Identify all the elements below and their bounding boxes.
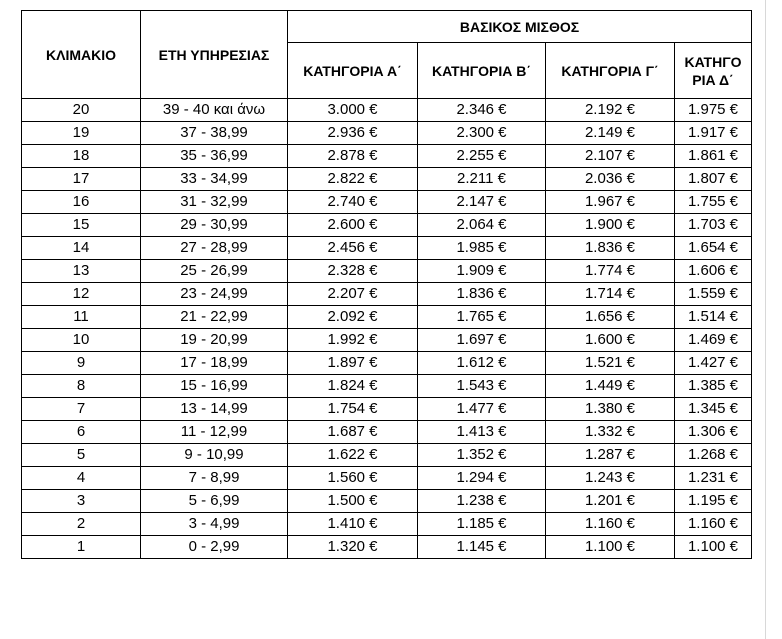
- cell-category-b: 2.346 €: [418, 99, 546, 122]
- cell-category-d: 1.268 €: [675, 444, 752, 467]
- table-row: [22, 421, 752, 444]
- cell-klimakio: 8: [22, 375, 141, 398]
- cell-category-d: 1.861 €: [675, 145, 752, 168]
- cell-category-d: 1.345 €: [675, 398, 752, 421]
- cell-klimakio: 13: [22, 260, 141, 283]
- cell-category-a: 1.754 €: [288, 398, 418, 421]
- salary-table: [21, 10, 752, 559]
- header-category-a: ΚΑΤΗΓΟΡΙΑ Α΄: [288, 43, 418, 99]
- cell-category-a: 2.092 €: [288, 306, 418, 329]
- cell-category-b: 1.697 €: [418, 329, 546, 352]
- cell-klimakio: 18: [22, 145, 141, 168]
- cell-category-d: 1.606 €: [675, 260, 752, 283]
- cell-category-d: 1.975 €: [675, 99, 752, 122]
- cell-category-g: 1.332 €: [546, 421, 675, 444]
- cell-category-b: 1.477 €: [418, 398, 546, 421]
- table-body: [22, 99, 752, 559]
- cell-category-g: 2.036 €: [546, 168, 675, 191]
- cell-category-g: 1.656 €: [546, 306, 675, 329]
- salary-table-container: [21, 10, 752, 559]
- cell-eti-ypiresias: 29 - 30,99: [141, 214, 288, 237]
- cell-category-b: 1.352 €: [418, 444, 546, 467]
- cell-category-b: 1.612 €: [418, 352, 546, 375]
- cell-category-d: 1.703 €: [675, 214, 752, 237]
- cell-category-g: 1.600 €: [546, 329, 675, 352]
- cell-category-a: 1.410 €: [288, 513, 418, 536]
- cell-klimakio: 11: [22, 306, 141, 329]
- cell-category-a: 1.992 €: [288, 329, 418, 352]
- cell-category-g: 1.714 €: [546, 283, 675, 306]
- table-row: [22, 168, 752, 191]
- table-row: [22, 467, 752, 490]
- cell-category-g: 1.100 €: [546, 536, 675, 559]
- table-row: [22, 306, 752, 329]
- cell-eti-ypiresias: 23 - 24,99: [141, 283, 288, 306]
- cell-eti-ypiresias: 0 - 2,99: [141, 536, 288, 559]
- cell-category-b: 2.255 €: [418, 145, 546, 168]
- cell-klimakio: 2: [22, 513, 141, 536]
- cell-category-d: 1.385 €: [675, 375, 752, 398]
- table-row: [22, 490, 752, 513]
- cell-category-g: 1.967 €: [546, 191, 675, 214]
- cell-category-d: 1.306 €: [675, 421, 752, 444]
- cell-category-b: 1.185 €: [418, 513, 546, 536]
- table-row: [22, 398, 752, 421]
- cell-eti-ypiresias: 21 - 22,99: [141, 306, 288, 329]
- cell-category-d: 1.100 €: [675, 536, 752, 559]
- cell-category-b: 2.064 €: [418, 214, 546, 237]
- cell-category-a: 1.824 €: [288, 375, 418, 398]
- cell-category-a: 1.622 €: [288, 444, 418, 467]
- cell-eti-ypiresias: 35 - 36,99: [141, 145, 288, 168]
- table-row: [22, 513, 752, 536]
- cell-klimakio: 7: [22, 398, 141, 421]
- cell-category-g: 1.521 €: [546, 352, 675, 375]
- cell-category-a: 3.000 €: [288, 99, 418, 122]
- cell-klimakio: 5: [22, 444, 141, 467]
- cell-klimakio: 6: [22, 421, 141, 444]
- table-row: [22, 145, 752, 168]
- cell-category-a: 2.600 €: [288, 214, 418, 237]
- cell-category-b: 1.765 €: [418, 306, 546, 329]
- cell-category-b: 1.909 €: [418, 260, 546, 283]
- cell-category-g: 1.287 €: [546, 444, 675, 467]
- cell-eti-ypiresias: 17 - 18,99: [141, 352, 288, 375]
- cell-category-d: 1.514 €: [675, 306, 752, 329]
- cell-category-a: 2.207 €: [288, 283, 418, 306]
- table-row: [22, 329, 752, 352]
- cell-category-a: 2.740 €: [288, 191, 418, 214]
- cell-klimakio: 9: [22, 352, 141, 375]
- cell-klimakio: 15: [22, 214, 141, 237]
- cell-klimakio: 10: [22, 329, 141, 352]
- header-vasikos-misthos: ΒΑΣΙΚΟΣ ΜΙΣΘΟΣ: [288, 11, 752, 43]
- cell-category-d: 1.231 €: [675, 467, 752, 490]
- cell-category-a: 1.687 €: [288, 421, 418, 444]
- cell-eti-ypiresias: 27 - 28,99: [141, 237, 288, 260]
- table-row: [22, 99, 752, 122]
- cell-category-d: 1.755 €: [675, 191, 752, 214]
- cell-category-g: 1.449 €: [546, 375, 675, 398]
- header-eti-ypiresias: ΕΤΗ ΥΠΗΡΕΣΙΑΣ: [141, 11, 288, 99]
- cell-category-d: 1.160 €: [675, 513, 752, 536]
- cell-category-a: 2.936 €: [288, 122, 418, 145]
- cell-category-b: 1.238 €: [418, 490, 546, 513]
- table-row: [22, 536, 752, 559]
- cell-category-d: 1.427 €: [675, 352, 752, 375]
- table-row: [22, 283, 752, 306]
- cell-category-b: 1.145 €: [418, 536, 546, 559]
- cell-klimakio: 12: [22, 283, 141, 306]
- cell-eti-ypiresias: 39 - 40 και άνω: [141, 99, 288, 122]
- cell-category-a: 2.822 €: [288, 168, 418, 191]
- cell-klimakio: 20: [22, 99, 141, 122]
- cell-eti-ypiresias: 15 - 16,99: [141, 375, 288, 398]
- cell-category-d: 1.559 €: [675, 283, 752, 306]
- page-edge-line: [765, 0, 766, 639]
- cell-eti-ypiresias: 25 - 26,99: [141, 260, 288, 283]
- cell-klimakio: 14: [22, 237, 141, 260]
- cell-eti-ypiresias: 37 - 38,99: [141, 122, 288, 145]
- cell-klimakio: 16: [22, 191, 141, 214]
- cell-klimakio: 3: [22, 490, 141, 513]
- table-row: [22, 352, 752, 375]
- cell-category-b: 2.211 €: [418, 168, 546, 191]
- cell-category-g: 1.836 €: [546, 237, 675, 260]
- cell-eti-ypiresias: 5 - 6,99: [141, 490, 288, 513]
- cell-category-g: 1.243 €: [546, 467, 675, 490]
- cell-category-a: 2.456 €: [288, 237, 418, 260]
- table-row: [22, 122, 752, 145]
- cell-category-g: 1.900 €: [546, 214, 675, 237]
- header-klimakio: ΚΛΙΜΑΚΙΟ: [22, 11, 141, 99]
- cell-category-g: 1.380 €: [546, 398, 675, 421]
- cell-category-b: 1.836 €: [418, 283, 546, 306]
- table-row: [22, 444, 752, 467]
- header-row-top: [22, 11, 752, 43]
- cell-category-b: 1.543 €: [418, 375, 546, 398]
- cell-category-g: 1.774 €: [546, 260, 675, 283]
- cell-category-d: 1.469 €: [675, 329, 752, 352]
- header-category-d: ΚΑΤΗΓΟ ΡΙΑ Δ΄: [675, 43, 752, 99]
- cell-eti-ypiresias: 13 - 14,99: [141, 398, 288, 421]
- cell-category-a: 1.897 €: [288, 352, 418, 375]
- header-category-b: ΚΑΤΗΓΟΡΙΑ Β΄: [418, 43, 546, 99]
- cell-category-g: 2.192 €: [546, 99, 675, 122]
- cell-klimakio: 17: [22, 168, 141, 191]
- cell-category-d: 1.654 €: [675, 237, 752, 260]
- cell-category-g: 2.107 €: [546, 145, 675, 168]
- cell-category-d: 1.917 €: [675, 122, 752, 145]
- cell-category-b: 1.294 €: [418, 467, 546, 490]
- cell-category-b: 2.147 €: [418, 191, 546, 214]
- table-row: [22, 375, 752, 398]
- cell-category-a: 1.500 €: [288, 490, 418, 513]
- cell-eti-ypiresias: 3 - 4,99: [141, 513, 288, 536]
- cell-category-d: 1.807 €: [675, 168, 752, 191]
- cell-category-a: 1.320 €: [288, 536, 418, 559]
- cell-eti-ypiresias: 7 - 8,99: [141, 467, 288, 490]
- header-category-g: ΚΑΤΗΓΟΡΙΑ Γ΄: [546, 43, 675, 99]
- table-row: [22, 214, 752, 237]
- cell-category-g: 1.201 €: [546, 490, 675, 513]
- cell-category-g: 2.149 €: [546, 122, 675, 145]
- cell-eti-ypiresias: 31 - 32,99: [141, 191, 288, 214]
- table-header: [22, 11, 752, 99]
- cell-klimakio: 19: [22, 122, 141, 145]
- cell-eti-ypiresias: 11 - 12,99: [141, 421, 288, 444]
- cell-category-b: 1.413 €: [418, 421, 546, 444]
- cell-eti-ypiresias: 19 - 20,99: [141, 329, 288, 352]
- cell-eti-ypiresias: 9 - 10,99: [141, 444, 288, 467]
- cell-category-a: 1.560 €: [288, 467, 418, 490]
- table-row: [22, 191, 752, 214]
- cell-klimakio: 1: [22, 536, 141, 559]
- cell-category-g: 1.160 €: [546, 513, 675, 536]
- cell-category-a: 2.328 €: [288, 260, 418, 283]
- cell-category-d: 1.195 €: [675, 490, 752, 513]
- table-row: [22, 237, 752, 260]
- cell-klimakio: 4: [22, 467, 141, 490]
- cell-category-b: 1.985 €: [418, 237, 546, 260]
- cell-category-b: 2.300 €: [418, 122, 546, 145]
- cell-eti-ypiresias: 33 - 34,99: [141, 168, 288, 191]
- cell-category-a: 2.878 €: [288, 145, 418, 168]
- table-row: [22, 260, 752, 283]
